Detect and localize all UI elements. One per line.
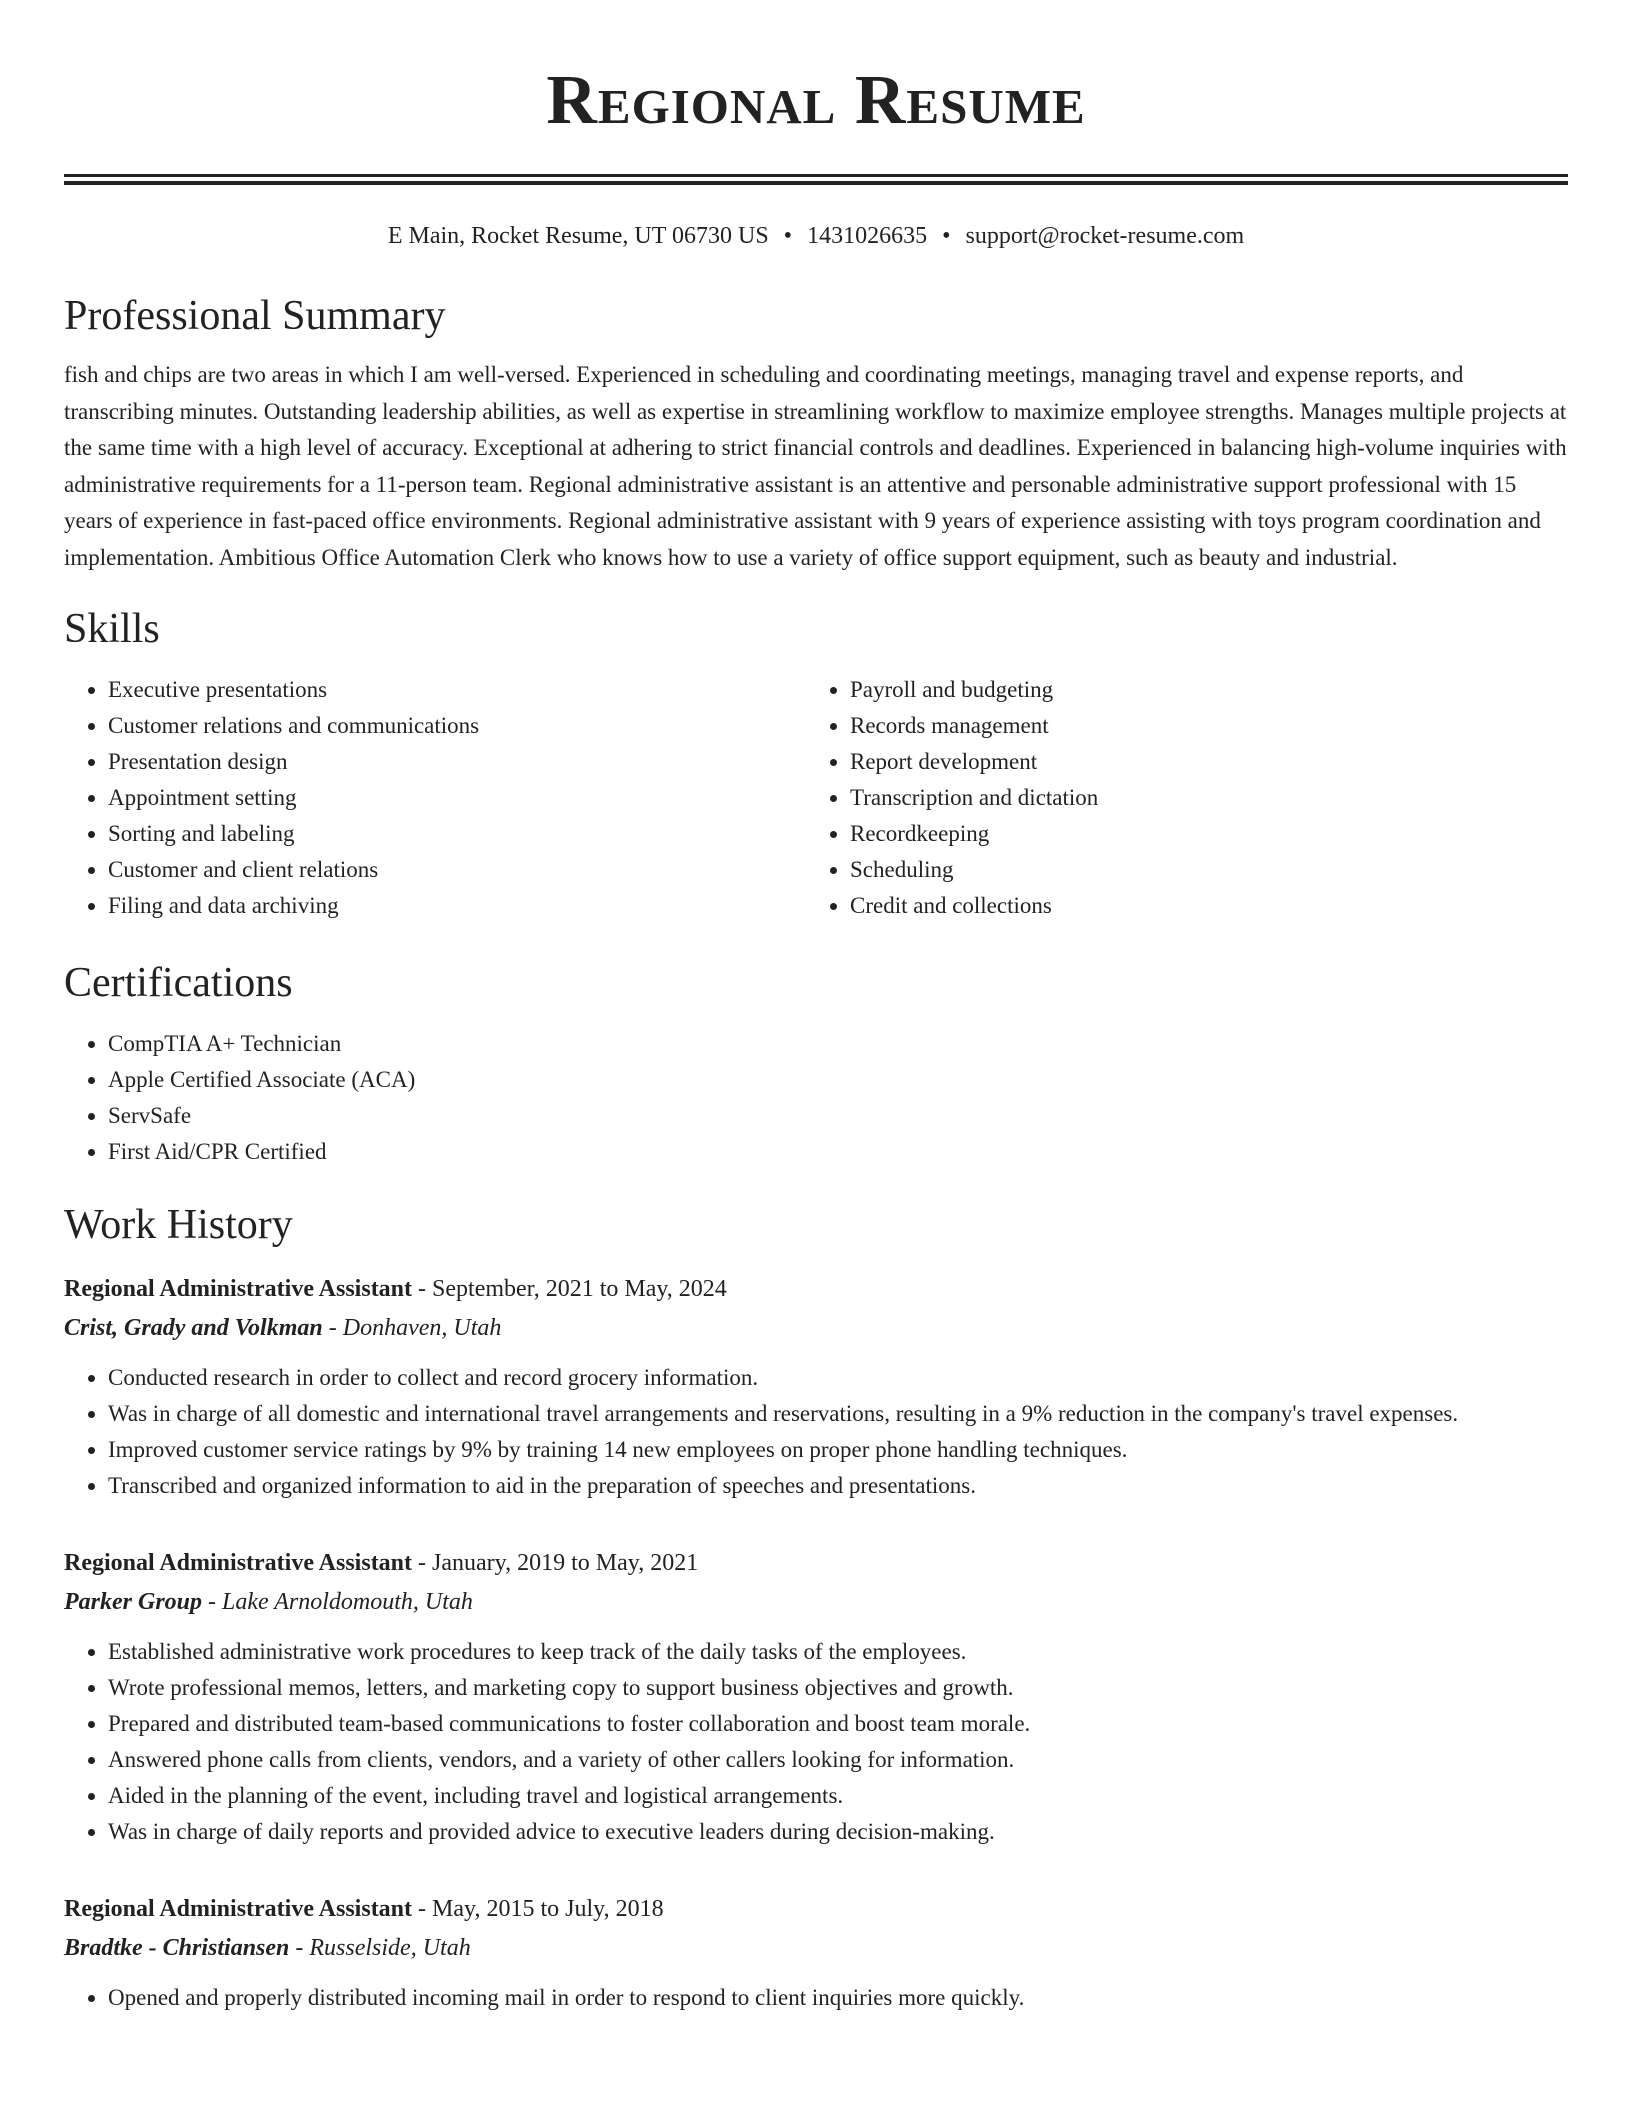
job-dash: - [208, 1589, 217, 1615]
certification-item: • First Aid/CPR Certified [108, 1134, 1568, 1170]
job-dates: September, 2021 to May, 2024 [432, 1276, 727, 1302]
skill-item: • Filing and data archiving [108, 888, 806, 924]
job-bullet: • Opened and properly distributed incoming mail in order to respond to client inquiries more quickly. [108, 1980, 1568, 2016]
job-dash: - [418, 1550, 427, 1576]
certification-item: • CompTIA A+ Technician [108, 1026, 1568, 1062]
skill-item: • Customer relations and communications [108, 708, 806, 744]
summary-heading: Professional Summary [64, 293, 446, 339]
skills-grid [64, 672, 1568, 924]
job-bullet: • Conducted research in order to collect and record grocery information. [108, 1360, 1568, 1396]
job-title-line [64, 1890, 1568, 1928]
contact-separator: • [942, 223, 951, 249]
job-dash: - [418, 1276, 427, 1302]
skill-item: • Report development [850, 744, 1568, 780]
job-entry [64, 1890, 1568, 2016]
skills-list-left [64, 672, 806, 924]
contact-line [64, 221, 1568, 251]
contact-phone: 1431026635 [807, 223, 928, 249]
job-bullet: • Aided in the planning of the event, including travel and logistical arrangements. [108, 1778, 1568, 1814]
skill-item: • Presentation design [108, 744, 806, 780]
skill-item: • Sorting and labeling [108, 816, 806, 852]
skill-item: • Customer and client relations [108, 852, 806, 888]
contact-email: support@rocket-resume.com [965, 223, 1245, 249]
job-bullet: • Prepared and distributed team-based communications to foster collaboration and boost team morale. [108, 1706, 1568, 1742]
skill-item: • Scheduling [850, 852, 1568, 888]
job-location: Donhaven, Utah [342, 1315, 502, 1341]
skill-item: • Appointment setting [108, 780, 806, 816]
job-title-line [64, 1270, 1568, 1308]
job-title-line [64, 1544, 1568, 1582]
skills-heading: Skills [64, 606, 160, 652]
job-dash: - [328, 1315, 337, 1341]
job-bullet: • Improved customer service ratings by 9% by training 14 new employees on proper phone handling techniques. [108, 1432, 1568, 1468]
job-role: Regional Administrative Assistant [64, 1550, 413, 1576]
job-dates: May, 2015 to July, 2018 [432, 1896, 664, 1922]
skill-item: • Recordkeeping [850, 816, 1568, 852]
job-company: Bradtke - Christiansen [64, 1935, 290, 1961]
certification-item: • ServSafe [108, 1098, 1568, 1134]
job-role: Regional Administrative Assistant [64, 1276, 413, 1302]
skill-item: • Payroll and budgeting [850, 672, 1568, 708]
certification-item: • Apple Certified Associate (ACA) [108, 1062, 1568, 1098]
job-location: Lake Arnoldomouth, Utah [222, 1589, 473, 1615]
resume-name: Regional Resume [546, 62, 1086, 139]
skill-item: • Credit and collections [850, 888, 1568, 924]
job-entry [64, 1544, 1568, 1850]
skill-item: • Transcription and dictation [850, 780, 1568, 816]
work-history-heading: Work History [64, 1202, 293, 1248]
job-bullet: • Answered phone calls from clients, vendors, and a variety of other callers looking for information. [108, 1742, 1568, 1778]
header-divider [64, 174, 1568, 185]
skill-item: • Executive presentations [108, 672, 806, 708]
job-company-line [64, 1928, 1568, 1968]
job-role: Regional Administrative Assistant [64, 1896, 413, 1922]
certifications-list [64, 1026, 1568, 1170]
skills-list-right [806, 672, 1568, 924]
job-dash: - [418, 1896, 427, 1922]
job-dates: January, 2019 to May, 2021 [432, 1550, 699, 1576]
job-company: Crist, Grady and Volkman [64, 1315, 323, 1341]
job-company: Parker Group [64, 1589, 203, 1615]
job-bullet: • Established administrative work procedures to keep track of the daily tasks of the employees. [108, 1634, 1568, 1670]
job-bullets [64, 1634, 1568, 1850]
job-bullet: • Was in charge of all domestic and international travel arrangements and reservations, resulting in a 9% reduction in the company's travel expenses. [108, 1396, 1568, 1432]
job-bullets [64, 1360, 1568, 1504]
job-dash: - [295, 1935, 304, 1961]
job-entry [64, 1270, 1568, 1504]
contact-address: E Main, Rocket Resume, UT 06730 US [387, 223, 769, 249]
job-company-line [64, 1308, 1568, 1348]
job-location: Russelside, Utah [309, 1935, 471, 1961]
job-bullet: • Wrote professional memos, letters, and marketing copy to support business objectives and growth. [108, 1670, 1568, 1706]
job-company-line [64, 1582, 1568, 1622]
job-bullets [64, 1980, 1568, 2016]
skill-item: • Records management [850, 708, 1568, 744]
job-bullet: • Was in charge of daily reports and provided advice to executive leaders during decision-making. [108, 1814, 1568, 1850]
summary-text: fish and chips are two areas in which I am well-versed. Experienced in scheduling and coordinating meetings, managing travel and expense reports, and transcribing minutes. Outstanding leadership abilities, as well as expertise in streamlining workflow to maximize employee strengths. Manages multiple projects at the same time with a high level of accuracy. Exceptional at adhering to strict financial controls and deadlines. Experienced in balancing high-volume inquiries with administrative requirements for a 11-person team. Regional administrative assistant is an attentive and personable administrative support professional with 15 years of experience in fast-paced office environments. Regional administrative assistant with 9 years of experience assisting with toys program coordination and implementation. Ambitious Office Automation Clerk who knows how to use a variety of office support equipment, such as beauty and industrial. [64, 362, 1567, 570]
contact-separator: • [783, 223, 793, 249]
certifications-heading: Certifications [64, 960, 293, 1006]
job-bullet: • Transcribed and organized information to aid in the preparation of speeches and presentations. [108, 1468, 1568, 1504]
